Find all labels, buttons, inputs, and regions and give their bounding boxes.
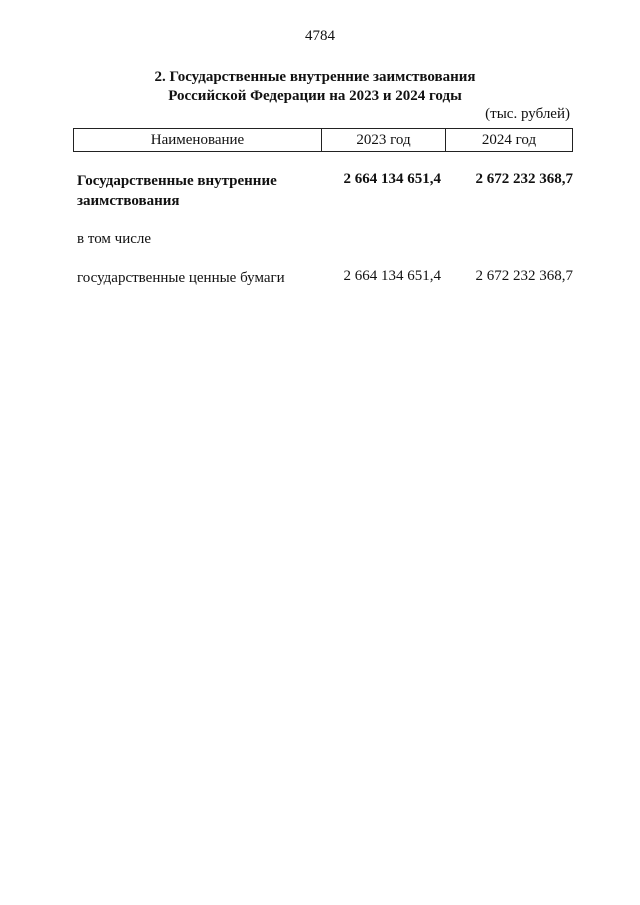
row-value-2023: [321, 229, 445, 249]
header-name: Наименование: [74, 129, 322, 151]
document-title: [0, 68, 630, 106]
header-2023: 2023 год: [322, 129, 446, 151]
row-name: в том числе: [77, 231, 152, 247]
header-2024: 2024 год: [481, 131, 537, 148]
row-value-2023: 2 664 134 651,4: [343, 171, 441, 187]
page-number: 4784: [305, 28, 335, 44]
table-row-total: [77, 171, 573, 211]
row-name: Государственные внутренние заимствования: [77, 173, 277, 209]
row-value-2024: 2 672 232 368,7: [475, 171, 573, 187]
title-line-2: Российской Федерации на 2023 и 2024 годы: [168, 88, 462, 104]
table-row-subheading: [77, 229, 573, 249]
row-name: государственные ценные бумаги: [77, 270, 285, 286]
table-header: [73, 128, 573, 152]
units-label: (тыс. рублей): [485, 106, 570, 122]
table-row-securities: [77, 268, 573, 288]
row-value-2023: 2 664 134 651,4: [343, 268, 441, 284]
row-value-2024: 2 672 232 368,7: [475, 268, 573, 284]
row-value-2024: [445, 229, 573, 249]
title-line-1: 2. Государственные внутренние заимствования: [154, 69, 476, 85]
